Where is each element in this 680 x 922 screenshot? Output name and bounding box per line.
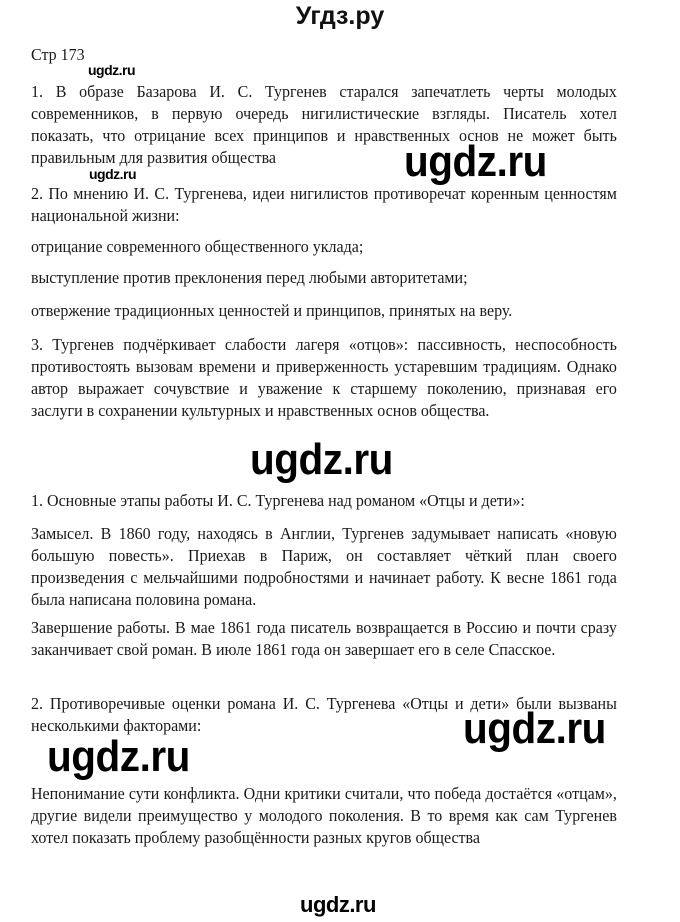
watermark-small: ugdz.ru xyxy=(89,166,137,182)
answer-2-paragraph: 2. По мнению И. С. Тургенева, идеи нигилистов противоречат коренным ценностям национальной жизни: xyxy=(31,184,617,225)
watermark-large: ugdz.ru xyxy=(47,732,190,781)
stage-completion-paragraph: Завершение работы. В мае 1861 года писатель возвращается в Россию и почти сразу заканчивает свой роман. В июле 1861 года он завершает его в селе Спасское. xyxy=(31,618,617,659)
stage-conception-paragraph: Замысел. В 1860 году, находясь в Англии, Тургенев задумывает написать «новую большую повесть». Приехав в Париж, он составляет чёткий план своего произведения с мельчайшими подробностями и начинает работу. К весне 1861 года была написана половина романа. xyxy=(31,524,617,609)
footer-watermark: ugdz.ru xyxy=(300,892,376,917)
answer-1-paragraph: 1. В образе Базарова И. С. Тургенев старался запечатлеть черты молодых современников, в первую очередь нигилистические взгляды. Писатель хотел показать, что отрицание всех принципов и нравственных основ не может быть правильным для развития общества xyxy=(31,82,617,167)
list-item: отвержение традиционных ценностей и принципов, принятых на веру. xyxy=(31,301,513,320)
answer-3-paragraph: 3. Тургенев подчёркивает слабости лагеря «отцов»: пассивность, неспособность противостоять вызовам времени и приверженность устаревшим традициям. Однако автор выражает сочувствие и уважение к старшему поколению, признавая его заслуги в сохранении культурных и нравственных основ общества. xyxy=(31,335,617,420)
watermark-large: ugdz.ru xyxy=(404,137,547,186)
watermark-large: ugdz.ru xyxy=(463,704,606,753)
question-2-paragraph: 2. Противоречивые оценки романа И. С. Тургенева «Отцы и дети» были вызваны несколькими факторами: xyxy=(31,694,617,735)
page-number: Стр 173 xyxy=(31,45,85,64)
factor-paragraph: Непонимание сути конфликта. Одни критики считали, что победа достаётся «отцам», другие видели преимущество у молодого поколения. В то время как сам Тургенев хотел показать проблему разобщённости разных кругов общества xyxy=(31,784,617,847)
watermark-small: ugdz.ru xyxy=(88,62,136,78)
list-item: выступление против преклонения перед любыми авторитетами; xyxy=(31,268,468,287)
question-1-heading: 1. Основные этапы работы И. С. Тургенева над романом «Отцы и дети»: xyxy=(31,491,525,510)
site-title: Угдз.ру xyxy=(295,2,385,30)
list-item: отрицание современного общественного уклада; xyxy=(31,237,364,256)
watermark-large: ugdz.ru xyxy=(250,435,393,484)
